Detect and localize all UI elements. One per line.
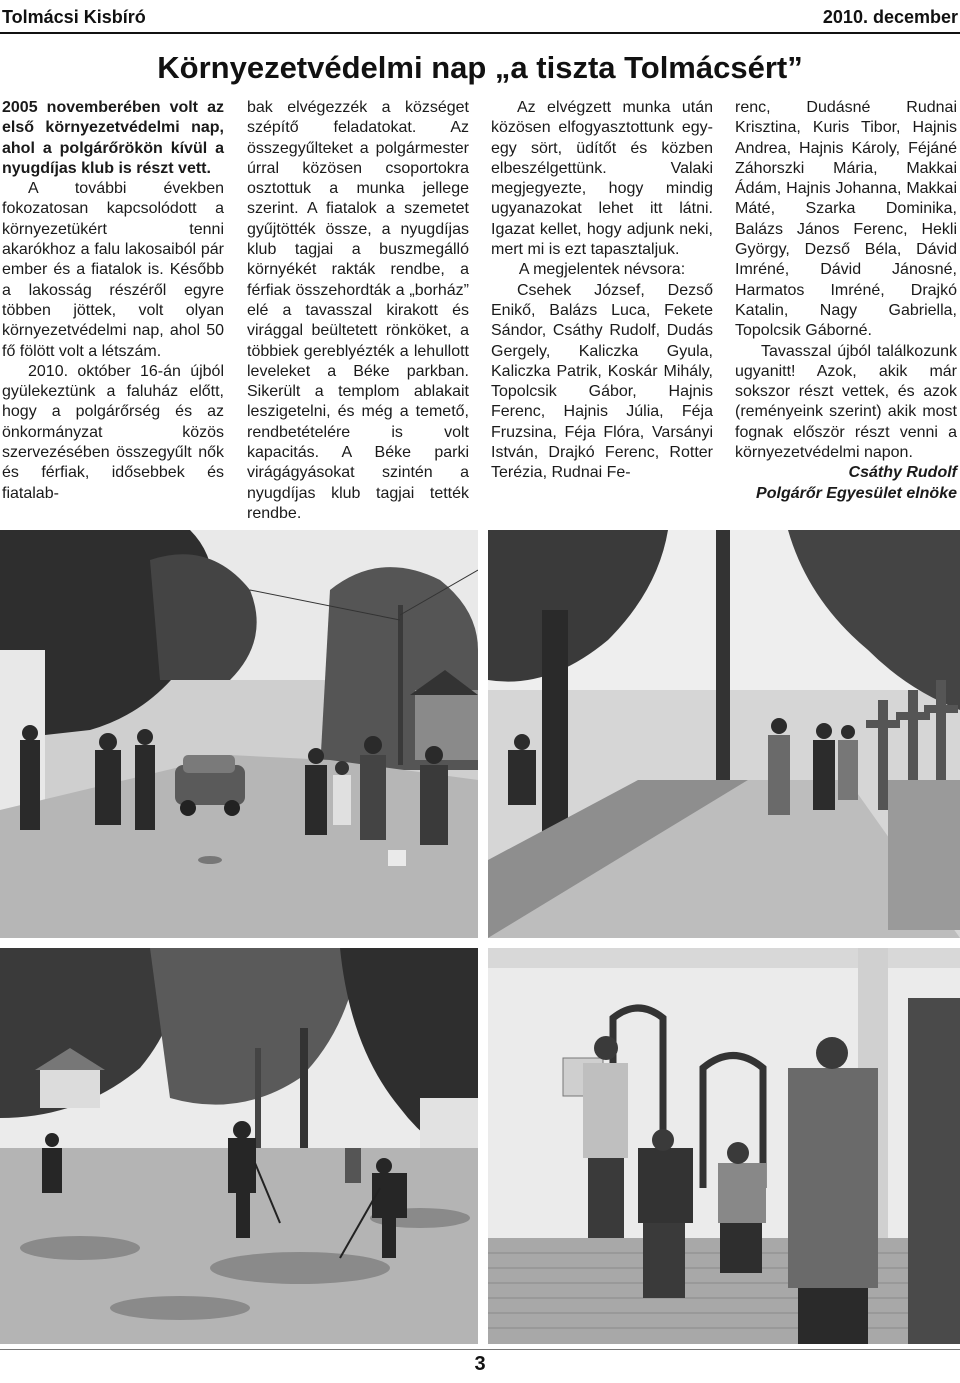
photo-street-gathering-image xyxy=(0,530,478,938)
article-paragraph: A további években fokozatosan kapcsolódott a környezetükért tenni akarókhoz a falu lakosaiból pár ember és a fiatalok is. Később a lakosság részéről egyre többen jöttek, volt olyan környezetvédelmi nap, ahol 50 fő fölött volt a létszám. xyxy=(2,180,224,360)
photo-cemetery xyxy=(488,530,960,938)
photo-church-windows xyxy=(488,948,960,1344)
signature-name: Csáthy Rudolf xyxy=(848,464,957,482)
attendee-list-heading: A megjelentek névsora: xyxy=(518,261,686,279)
attendee-list: Csehek József, Dezső Enikő, Balázs Luca, Fekete Sándor, Csáthy Rudolf, Dudás Gergely, Kaliczka Gyula, Kaliczka Patrik, Koskár Mihály, Topolcsik Gábor, Hajnis Ferenc, Hajnis Júlia, Féja Fruzsina, Féja Flóra, Varsányi István, Drajkó Ferenc, Rotter Terézia, Rudnai Fe- xyxy=(491,281,713,482)
article-column-2 xyxy=(247,98,469,524)
page-number: 3 xyxy=(474,1353,486,1375)
photo-park-raking-image xyxy=(0,948,478,1344)
masthead xyxy=(0,0,960,36)
publication-name: Tolmácsi Kisbíró xyxy=(2,7,146,27)
article-lead: 2005 novemberében volt az első környezetvédelmi nap, ahol a polgárőrökön kívül a nyugdíjas klub is részt vett. xyxy=(2,99,224,177)
masthead-rule xyxy=(0,32,960,34)
attendee-list-continued: renc, Dudásné Rudnai Krisztina, Kuris Tibor, Hajnis Andrea, Hajnis Károly, Féjáné Záhorszki Mária, Makkai Ádám, Hajnis Johanna, Makkai Máté, Szarka Dominika, Balázs János Ferenc, Hekli György, Dezső Béla, Dávid Imréné, Dávid Jánosné, Harmatos Imréné, Drajkó Katalin, Nagy Gabriella, Topolcsik Gáborné. xyxy=(735,99,957,340)
signature-role: Polgárőr Egyesület elnöke xyxy=(756,484,957,502)
photo-street-gathering xyxy=(0,530,478,938)
article-paragraph: 2010. október 16-án újból gyülekeztünk a faluház előtt, hogy a polgárőrség és az önkormányzat közös szervezésében összegyűlt nők és férfiak, idősebbek és fiatalab- xyxy=(2,362,224,502)
photo-cemetery-image xyxy=(488,530,960,938)
article-column-3 xyxy=(491,98,713,484)
photo-church-windows-image xyxy=(488,948,960,1344)
article-paragraph: bak elvégezzék a községet szépítő feladatokat. Az összegyűlteket a polgármester úrral közösen csoportokra osztottuk a munka jellege szerint. A fiatalok a szemetet gyűjtötték össze, a nyugdíjas klub tagjai a buszmegálló környékét rakták rendbe, a férfiak összehordták a „borház” elé a tavasszal kirakott és virággal beültetett rönköket, a többiek gereblyézték a lehullott leveleket a Béke parkban. Sikerült a templom ablakait leszigetelni, és még a temető, rendbetételére is volt kapacitás. A Béke parki virágágyásokat szintén a nyugdíjas klub tagjai tették rendbe. xyxy=(247,99,469,522)
article-paragraph: Az elvégzett munka után közösen elfogyasztottunk egy-egy sört, üdítőt és közben elbeszélgettünk. Valaki megjegyezte, hogy mindig ugyanazokat lehet itt látni. Igazat kellet, hogy adjunk neki, mert mi is ezt tapasztaljuk. xyxy=(491,99,713,259)
article-column-4 xyxy=(735,98,957,504)
article-column-1 xyxy=(2,98,224,504)
article-paragraph: Tavasszal újból találkozunk ugyanitt! Azok, akik már sokszor részt vettek, és azok (reményeink szerint) akik most fognak először részt venni a környezetvédelmi napon. xyxy=(735,342,957,462)
photo-park-raking xyxy=(0,948,478,1344)
article-title: Környezetvédelmi nap „a tiszta Tolmácsért” xyxy=(157,50,803,85)
issue-date: 2010. december xyxy=(822,7,958,27)
footer-rule xyxy=(0,1349,960,1350)
